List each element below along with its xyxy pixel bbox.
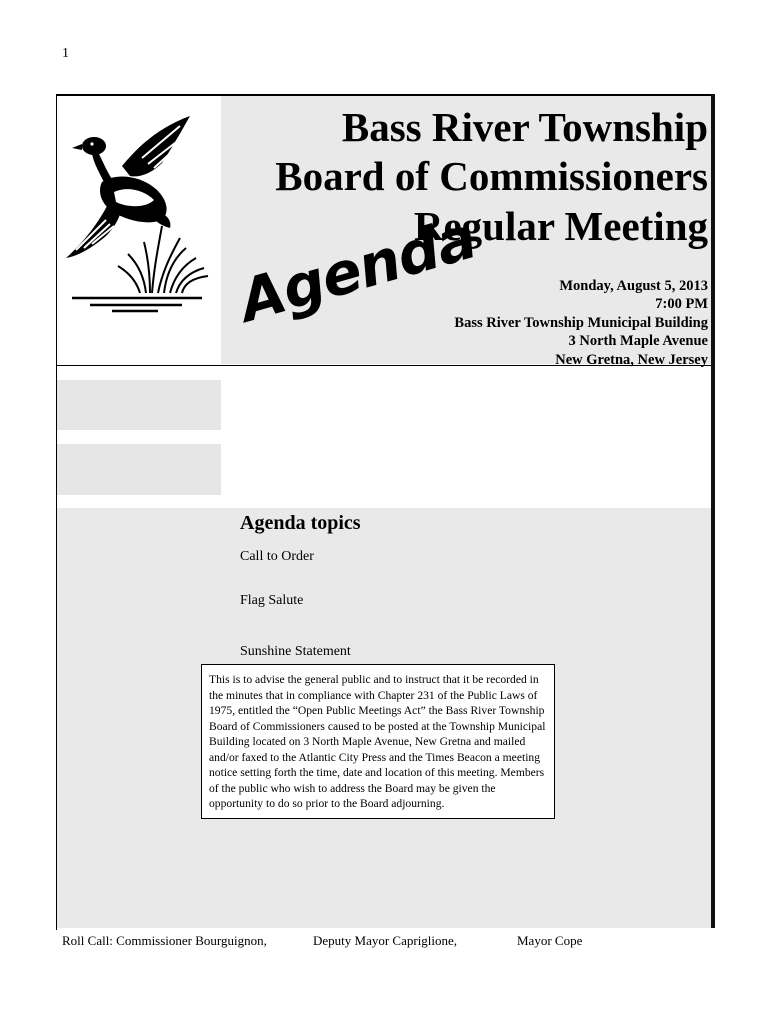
meeting-time: 7:00 PM [655,296,708,313]
title-line-3: Regular Meeting [413,203,708,249]
sunshine-statement-box: This is to advise the general public and to instruct that it be recorded in the minutes that in compliance with Chapter 231 of the Public Laws of 1975, entitled the “Open Public Meetings Act” the Bass River Township Board of Commissioners caused to be posted at the Township Municipal Building located on 3 North Maple Avenue, New Gretna and mailed and/or faxed to the Atlantic City Press and the Times Beacon a meeting notice setting forth the time, date and location of this meeting. Members of the public who wish to address the Board may be given the opportunity to do so prior to the Board adjourning. [201,664,555,819]
meeting-venue: Bass River Township Municipal Building [454,314,708,331]
agenda-wordart: Agenda [232,203,484,336]
title-line-1: Bass River Township [341,104,708,150]
topic-call-to-order: Call to Order [240,549,314,564]
side-panel-bottom [57,444,221,495]
meeting-city: New Gretna, New Jersey [555,351,708,368]
page-number: 1 [62,46,69,61]
frame-right-border [711,94,715,928]
roll-call-mayor: Mayor Cope [517,933,583,948]
side-panel-top [57,380,221,430]
meeting-date: Monday, August 5, 2013 [559,278,708,294]
roll-call-commissioner: Roll Call: Commissioner Bourguignon, [62,933,267,948]
duck-logo-icon [62,108,217,318]
topic-flag-salute: Flag Salute [240,593,304,608]
topic-sunshine-statement: Sunshine Statement [240,644,351,659]
title-line-2: Board of Commissioners [275,153,708,199]
agenda-topics-heading: Agenda topics [240,512,361,534]
roll-call-deputy-mayor: Deputy Mayor Capriglione, [313,933,458,948]
meeting-info [454,277,708,369]
meeting-street: 3 North Maple Avenue [568,333,708,350]
